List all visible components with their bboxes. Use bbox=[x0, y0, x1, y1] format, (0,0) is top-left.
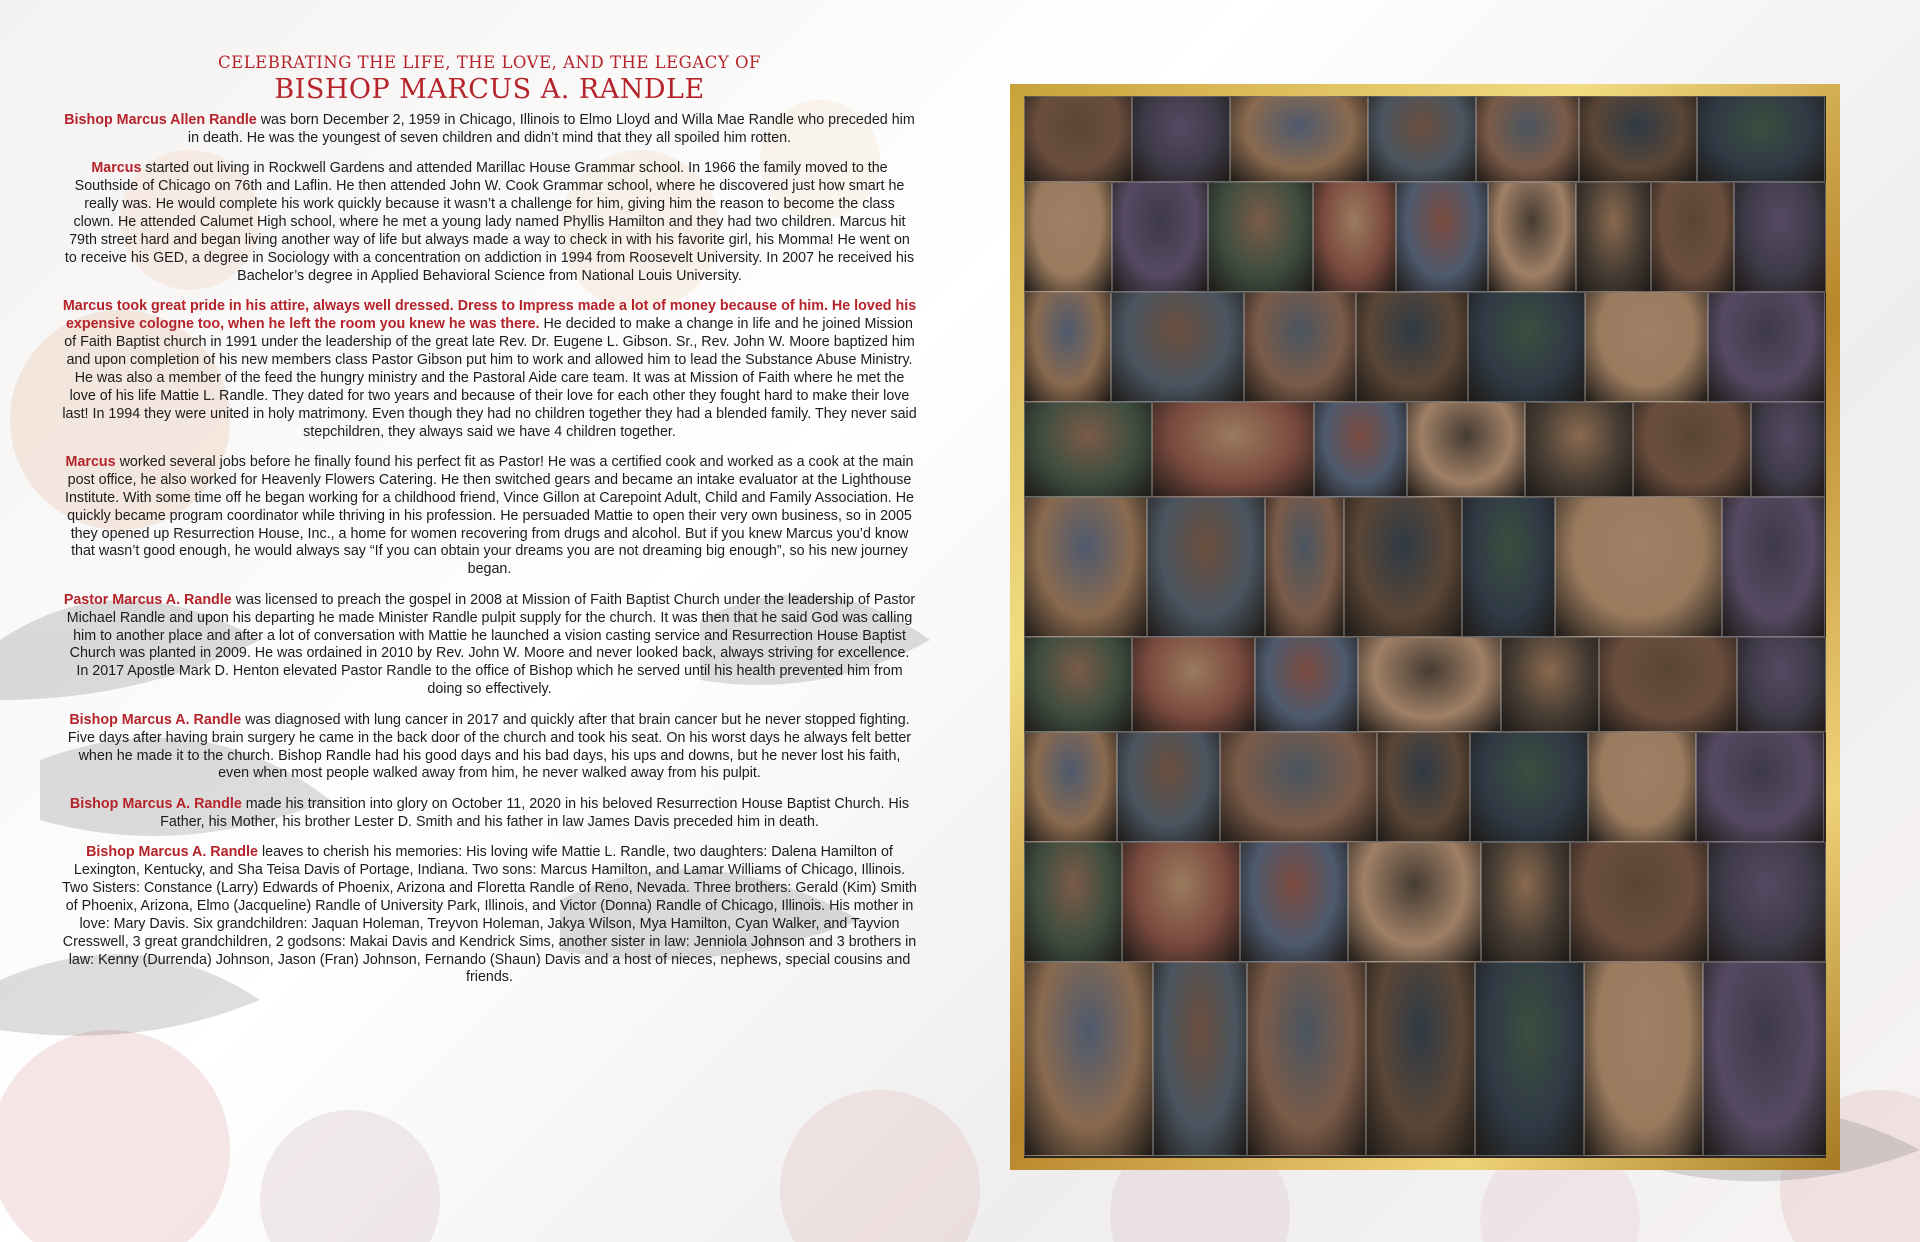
collage-photo bbox=[1488, 182, 1576, 292]
collage-photo bbox=[1132, 96, 1230, 182]
paragraph-body: made his transition into glory on October 11, 2020 in his beloved Resurrection House Baptist Church. His Father, his Mother, his brother Lester D. Smith and his father in law James Davis preceded him in death. bbox=[160, 795, 910, 830]
collage-photo bbox=[1703, 962, 1826, 1156]
collage-photo bbox=[1024, 402, 1152, 497]
collage-photo bbox=[1024, 292, 1111, 402]
collage-photo bbox=[1366, 962, 1475, 1156]
paragraph-early-life bbox=[62, 160, 917, 285]
collage-photo bbox=[1313, 182, 1396, 292]
collage-photo bbox=[1220, 732, 1377, 842]
collage-photo bbox=[1570, 842, 1708, 962]
collage-photo bbox=[1024, 497, 1147, 637]
paragraph-body: started out living in Rockwell Gardens and attended Marillac House Grammar school. In 1966 the family moved to the Southside of Chicago on 76th and Laflin. He then attended John W. Cook Grammar school, where he discovered just how smart he really was. He would complete his work quickly because it wasn’t a challenge for him, giving him the reason to become the class clown. He attended Calumet High school, where he met a young lady named Phyllis Hamilton and they had two children. Marcus hit 79th street hard and began living another way of life but always made a way to check in with his favorite girl, his Momma! He went on to receive his GED, a degree in Sociology with a concentration on addiction in 1994 from Roosevelt University. In 2007 he received his Bachelor’s degree in Applied Behavioral Science from National Louis University. bbox=[64, 160, 915, 284]
paragraph-body: was diagnosed with lung cancer in 2017 and quickly after that brain cancer but he never stopped fighting. Five days after having brain surgery he came in the back door of the church and took his seat. On his worst days he always felt better when he made it to the church. Bishop Randle had his good days and his bad days, his ups and downs, but he never lost his faith, even when most people walked away from him, he never walked away from his pulpit. bbox=[67, 711, 912, 782]
collage-photo bbox=[1470, 732, 1588, 842]
paragraph-lead: Marcus took great pride in his attire, always well dressed. Dress to Impress made a lot of money because of him. He loved his expensive cologne too, when he left the room you knew he was there. bbox=[62, 298, 917, 333]
collage-photo bbox=[1117, 732, 1220, 842]
collage-photo bbox=[1396, 182, 1488, 292]
collage-photo bbox=[1651, 182, 1734, 292]
collage-photo bbox=[1132, 637, 1255, 732]
collage-photo bbox=[1476, 96, 1579, 182]
paragraph-illness bbox=[62, 712, 917, 784]
collage-photo bbox=[1244, 292, 1356, 402]
paragraph-transition bbox=[62, 796, 917, 832]
collage-photo bbox=[1633, 402, 1751, 497]
collage-photo bbox=[1555, 497, 1722, 637]
paragraph-body: was born December 2, 1959 in Chicago, Illinois to Elmo Lloyd and Willa Mae Randle who preceded him in death. He was the youngest of seven children and didn’t mind that they all spoiled him rotten. bbox=[187, 112, 915, 146]
collage-photo bbox=[1407, 402, 1525, 497]
collage-photo bbox=[1111, 292, 1244, 402]
paragraph-lead: Bishop Marcus A. Randle bbox=[69, 711, 242, 728]
heading-title: BISHOP MARCUS A. RANDLE bbox=[274, 74, 705, 105]
collage-photo bbox=[1696, 732, 1824, 842]
collage-photo bbox=[1152, 402, 1314, 497]
collage-photo bbox=[1585, 292, 1708, 402]
collage-photo bbox=[1147, 497, 1265, 637]
paragraph-ministry bbox=[62, 592, 917, 699]
collage-photo bbox=[1501, 637, 1599, 732]
photo-collage-frame bbox=[1010, 84, 1840, 1170]
paragraph-faith-marriage bbox=[62, 298, 917, 441]
collage-photo bbox=[1344, 497, 1462, 637]
paragraph-body: was licensed to preach the gospel in 2008 at Mission of Faith Baptist Church under the leadership of Pastor Michael Randle and upon his departing he made Minister Randle pulpit supply for the church. It was then that he said God was calling him to another place and after a lot of conversation with Mattie he launched a vision casting service and Resurrection House Baptist Church was planted in 2009. He was ordained in 2010 by Rev. John W. Moore and never looked back, always striving for excellence. In 2017 Apostle Mark D. Henton elevated Pastor Randle to the office of Bishop which he served until his health prevented him from doing so effectively. bbox=[66, 591, 916, 698]
collage-photo bbox=[1348, 842, 1481, 962]
collage-photo bbox=[1584, 962, 1703, 1156]
collage-photo bbox=[1024, 962, 1153, 1156]
paragraph-body: leaves to cherish his memories: His loving wife Mattie L. Randle, two daughters: Dalena Hamilton of Lexington, Kentucky, and Sha Teisa Davis of Portage, Indiana. Two sons: Marcus Hamilton, and Lamar Williams of Chicago, Illinois. Two Sisters: Constance (Larry) Edwards of Phoenix, Arizona and Floretta Randle of Reno, Nevada. Three brothers: Gerald (Kim) Smith of Phoenix, Arizona, Elmo (Jacqueline) Randle of University Park, Illinois, and Victor (Donna) Randle of Chicago, Illinois. His mother in love: Mary Davis. Six grandchildren: Jaquan Holeman, Treyvon Holeman, Jakya Wilson, Mya Hamilton, Cyan Walker, and Tayvion Cresswell, 3 great grandchildren, 2 godsons: Makai Davis and Kendrick Sims, another sister in law: Jenniola Johnson and 3 brothers in law: Kenny (Durrenda) Johnson, Jason (Fran) Johnson, Fernando (Shaun) Davis and a host of nieces, nephews, special cousins and friends. bbox=[62, 844, 917, 986]
collage-photo bbox=[1751, 402, 1825, 497]
collage-photo bbox=[1525, 402, 1633, 497]
collage-photo bbox=[1024, 842, 1122, 962]
paragraph-body: worked several jobs before he finally found his perfect fit as Pastor! He was a certified cook and worked as a cook at the main post office, he also worked for Heavenly Flowers Catering. He then switched gears and became an intake evaluator at the Lighthouse Institute. With some time off he began working for a childhood friend, Vince Gillon at Carepoint Adult, Child and Family Association. He quickly became program coordinator while thriving in his profession. He persuaded Mattie to open their very own business, so in 2005 they opened up Resurrection House, Inc., a home for women recovering from drugs and alcohol. But if you knew Marcus you’d know that wasn’t good enough, he would always say “If you can obtain your dreams you are not dreaming big enough”, so his new journey began. bbox=[65, 453, 914, 578]
collage-photo bbox=[1265, 497, 1344, 637]
collage-photo bbox=[1588, 732, 1696, 842]
collage-photo bbox=[1112, 182, 1208, 292]
collage-photo bbox=[1230, 96, 1368, 182]
collage-photo bbox=[1737, 637, 1826, 732]
paragraph-survivors bbox=[62, 844, 917, 987]
collage-photo bbox=[1356, 292, 1468, 402]
collage-photo bbox=[1368, 96, 1476, 182]
collage-photo bbox=[1024, 182, 1112, 292]
collage-photo bbox=[1722, 497, 1825, 637]
paragraph-career bbox=[62, 454, 917, 579]
collage-photo bbox=[1024, 637, 1132, 732]
heading-subtitle: CELEBRATING THE LIFE, THE LOVE, AND THE LEGACY OF bbox=[218, 53, 761, 72]
paragraph-lead: Bishop Marcus Allen Randle bbox=[64, 112, 257, 128]
paragraph-birth bbox=[62, 112, 917, 148]
collage-photo bbox=[1481, 842, 1570, 962]
paragraph-lead: Marcus bbox=[65, 453, 116, 470]
collage-photo bbox=[1599, 637, 1737, 732]
photo-collage bbox=[1024, 96, 1826, 1158]
collage-photo bbox=[1208, 182, 1313, 292]
collage-photo bbox=[1024, 732, 1117, 842]
collage-photo bbox=[1462, 497, 1555, 637]
collage-photo bbox=[1314, 402, 1407, 497]
collage-photo bbox=[1153, 962, 1247, 1156]
paragraph-lead: Marcus bbox=[91, 160, 142, 177]
collage-photo bbox=[1734, 182, 1826, 292]
collage-photo bbox=[1358, 637, 1501, 732]
collage-photo bbox=[1475, 962, 1584, 1156]
collage-photo bbox=[1697, 96, 1825, 182]
collage-photo bbox=[1377, 732, 1470, 842]
paragraph-body: He decided to make a change in life and he joined Mission of Faith Baptist church in 1991 under the leadership of the great late Rev. Dr. Eugene L. Gibson. Sr., Rev. John W. Moore baptized him and upon completion of his new members class Pastor Gibson put him to work and allowed him to lead the Substance Abuse Ministry. He was also a member of the feed the hungry ministry and the Pastoral Aide care team. It was at Mission of Faith where he met the love of his life Mattie L. Randle. They dated for two years and because of their love for each other they fought hard to make their love last! In 1994 they were united in holy matrimony. Even though they had no children together they had a blended family. They never said stepchildren, they always said we have 4 children together. bbox=[62, 316, 917, 440]
collage-photo bbox=[1708, 842, 1826, 962]
collage-photo bbox=[1024, 96, 1132, 182]
collage-photo bbox=[1579, 96, 1697, 182]
collage-photo bbox=[1468, 292, 1585, 402]
paragraph-lead: Bishop Marcus A. Randle bbox=[69, 795, 242, 812]
obituary-column bbox=[62, 52, 917, 1000]
collage-photo bbox=[1576, 182, 1651, 292]
collage-photo bbox=[1708, 292, 1825, 402]
paragraph-lead: Pastor Marcus A. Randle bbox=[63, 591, 232, 608]
paragraph-lead: Bishop Marcus A. Randle bbox=[86, 844, 258, 861]
collage-photo bbox=[1255, 637, 1358, 732]
collage-photo bbox=[1122, 842, 1240, 962]
collage-photo bbox=[1247, 962, 1366, 1156]
collage-photo bbox=[1240, 842, 1348, 962]
